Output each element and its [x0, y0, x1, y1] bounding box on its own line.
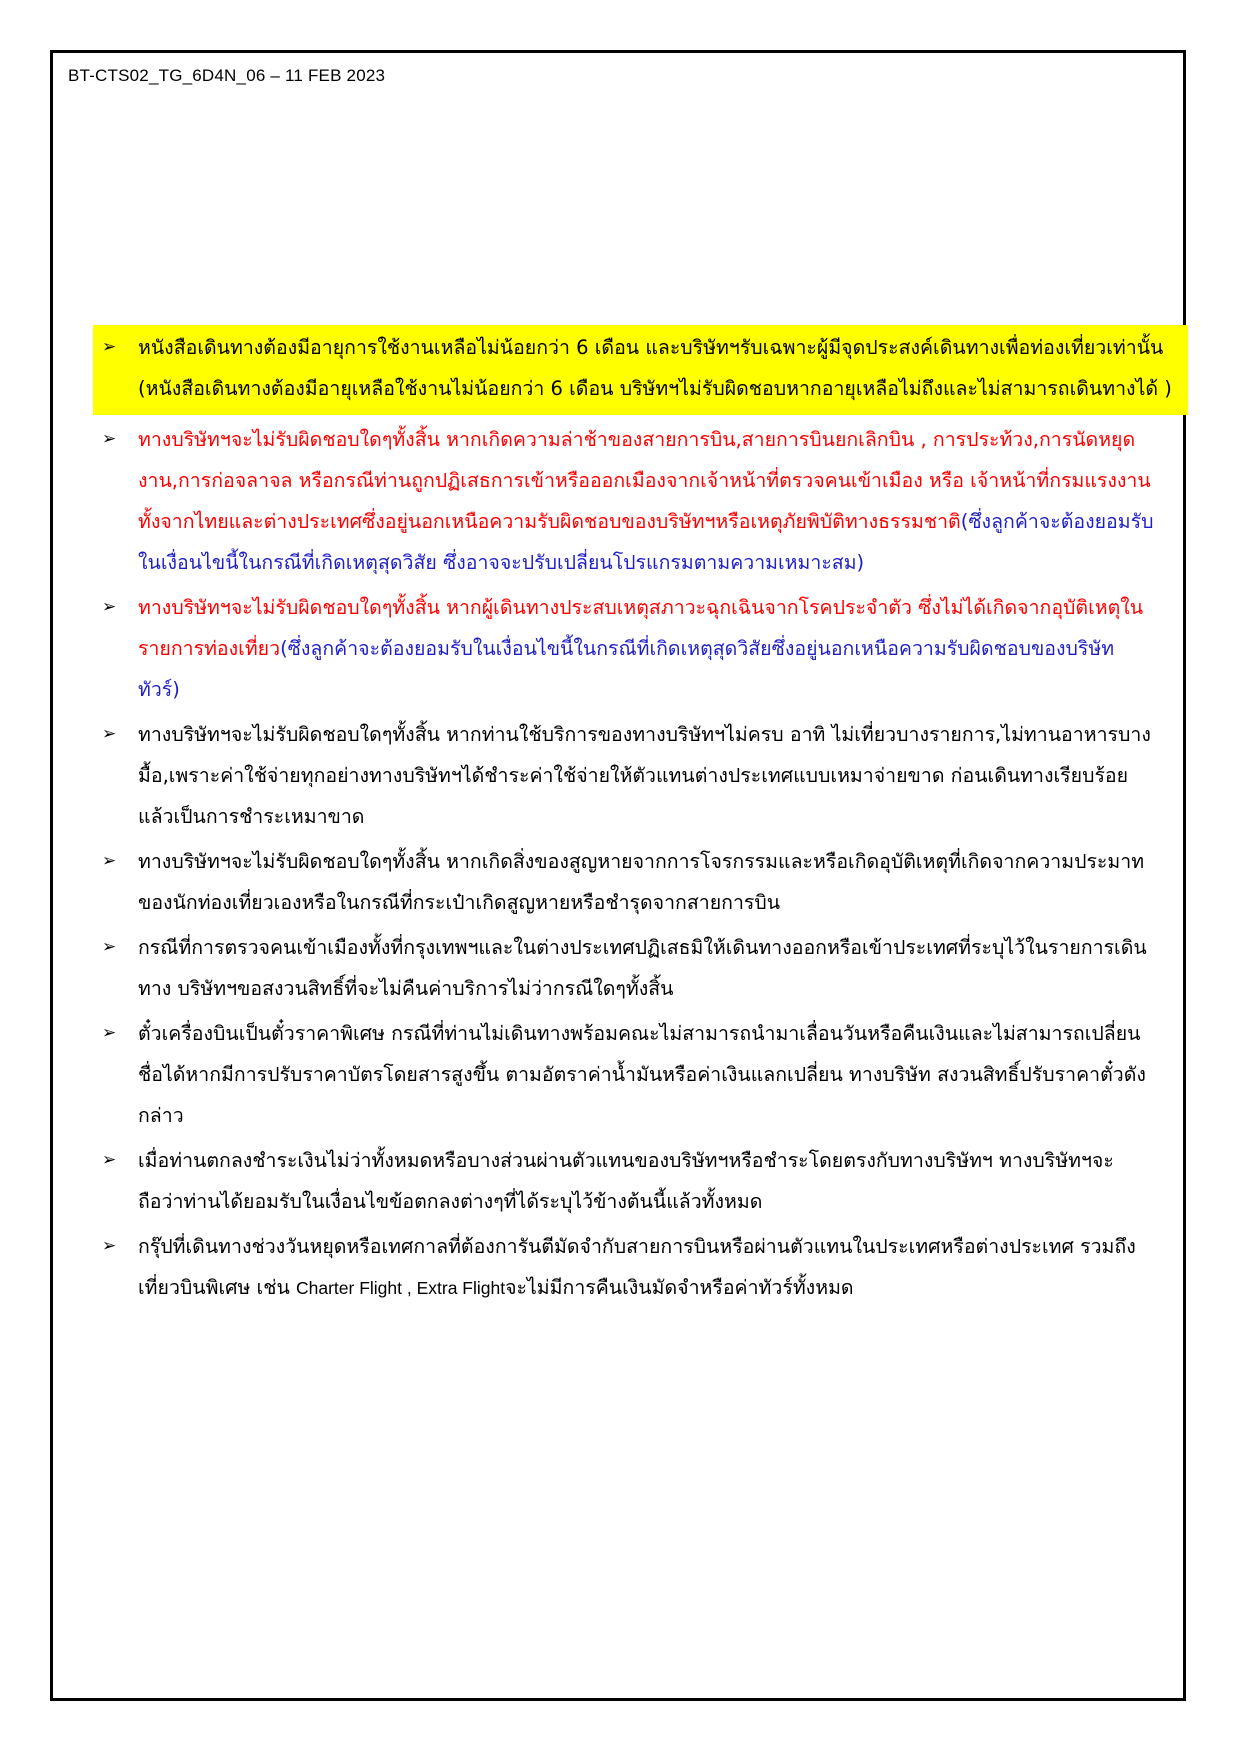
arrowhead-bullet-icon: ➢: [102, 1236, 117, 1256]
document-id: BT-CTS02_TG_6D4N_06 – 11 FEB 2023: [68, 66, 386, 85]
term-text: หนังสือเดินทางต้องมีอายุการใช้งานเหลือไม่น้อยกว่า 6 เดือน และบริษัทฯรับเฉพาะผู้มีจุดประสงค์เดินทางเพื่อท่องเที่ยวเท่านั้น (หนังสือเดินทางต้องมีอายุเหลือใช้งานไม่น้อยกว่า 6 เดือน บริษัทฯไม่รับผิดชอบหากอายุเหลือไม่ถึงและไม่สามารถเดินทางได้ ): [138, 336, 1172, 400]
arrowhead-bullet-icon: ➢: [102, 851, 117, 871]
term-text-red: ทางบริษัทฯจะไม่รับผิดชอบใดๆทั้งสิ้น หากเกิดความล่าช้าของสายการบิน,สายการบินยกเลิกบิน , การประท้วง,การนัดหยุดงาน,การก่อจลาจล หรือกรณีท่านถูกปฏิเสธการเข้าหรือออกเมืองจากเจ้าหน้าที่ตรวจคนเข้าเมือง หรือ เจ้าหน้าที่กรมแรงงานทั้งจากไทยและต่างประเทศซึ่งอยู่นอกเหนือความรับผิดชอบของบริษัทฯหรือเหตุภัยพิบัติทางธรรมชาติ: [138, 428, 1151, 533]
arrowhead-bullet-icon: ➢: [102, 337, 117, 357]
term-text: ตั๋วเครื่องบินเป็นตั๋วราคาพิเศษ กรณีที่ท่านไม่เดินทางพร้อมคณะไม่สามารถนำมาเลื่อนวันหรือคืนเงินและไม่สามารถเปลี่ยนชื่อได้หากมีการปรับราคาบัตรโดยสารสูงขึ้น ตามอัตราค่าน้ำมันหรือค่าเงินแลกเปลี่ยน ทางบริษัท สงวนสิทธิ์ปรับราคาตั๋วดังกล่าว: [138, 1022, 1146, 1127]
term-text: กรณีที่การตรวจคนเข้าเมืองทั้งที่กรุงเทพฯและในต่างประเทศปฏิเสธมิให้เดินทางออกหรือเข้าประเทศที่ระบุไว้ในรายการเดินทาง บริษัทฯขอสงวนสิทธิ์ที่จะไม่คืนค่าบริการไม่ว่ากรณีใดๆทั้งสิ้น: [138, 936, 1147, 1000]
term-text: กรุ๊ปที่เดินทางช่วงวันหยุดหรือเทศกาลที่ต้องการันตีมัดจำกับสายการบินหรือผ่านตัวแทนในประเทศหรือต่างประเทศ รวมถึงเที่ยวบินพิเศษ เช่น: [138, 1235, 1136, 1299]
term-special-airfare: [96, 1013, 1154, 1136]
term-unused-services: [96, 714, 1154, 837]
term-airline-delay: [96, 419, 1154, 583]
term-text-blue: (ซึ่งลูกค้าจะต้องยอมรับในเงื่อนไขนี้ในกรณีที่เกิดเหตุสุดวิสัย ซึ่งอาจจะปรับเปลี่ยนโปรแกรมตามความเหมาะสม): [138, 510, 1154, 574]
term-immigration-denial: [96, 927, 1154, 1009]
arrowhead-bullet-icon: ➢: [102, 937, 117, 957]
term-text: ทางบริษัทฯจะไม่รับผิดชอบใดๆทั้งสิ้น หากเกิดสิ่งของสูญหายจากการโจรกรรมและหรือเกิดอุบัติเหตุที่เกิดจากความประมาทของนักท่องเที่ยวเองหรือในกรณีที่กระเป๋าเกิดสูญหายหรือชำรุดจากสายการบิน: [138, 850, 1145, 914]
term-holiday-deposit: [96, 1226, 1154, 1309]
arrowhead-bullet-icon: ➢: [102, 597, 117, 617]
term-text-flight-types: Charter Flight , Extra Flight: [295, 1278, 506, 1298]
term-lost-belongings: [96, 841, 1154, 923]
arrowhead-bullet-icon: ➢: [102, 429, 117, 449]
term-text-blue: (ซึ่งลูกค้าจะต้องยอมรับในเงื่อนไขนี้ในกรณีที่เกิดเหตุสุดวิสัยซึ่งอยู่นอกเหนือความรับผิดชอบของบริษัททัวร์): [138, 637, 1115, 701]
term-text-red: ทางบริษัทฯจะไม่รับผิดชอบใดๆทั้งสิ้น หากผู้เดินทางประสบเหตุสภาวะฉุกเฉินจากโรคประจำตัว ซึ่งไม่ได้เกิดจากอุบัติเหตุในรายการท่องเที่ยว: [138, 596, 1144, 660]
arrowhead-bullet-icon: ➢: [102, 724, 117, 744]
term-text: ทางบริษัทฯจะไม่รับผิดชอบใดๆทั้งสิ้น หากท่านใช้บริการของทางบริษัทฯไม่ครบ อาทิ ไม่เที่ยวบางรายการ,ไม่ทานอาหารบางมื้อ,เพราะค่าใช้จ่ายทุกอย่างทางบริษัทฯได้ชำระค่าใช้จ่ายให้ตัวแทนต่างประเทศแบบเหมาจ่ายขาด ก่อนเดินทางเรียบร้อยแล้วเป็นการชำระเหมาขาด: [138, 723, 1151, 828]
term-payment-acceptance: [96, 1140, 1154, 1222]
term-text: เมื่อท่านตกลงชำระเงินไม่ว่าทั้งหมดหรือบางส่วนผ่านตัวแทนของบริษัทฯหรือชำระโดยตรงกับทางบริษัทฯ ทางบริษัทฯจะถือว่าท่านได้ยอมรับในเงื่อนไขข้อตกลงต่างๆที่ได้ระบุไว้ข้างต้นนี้แล้วทั้งหมด: [138, 1149, 1114, 1213]
arrowhead-bullet-icon: ➢: [102, 1150, 117, 1170]
term-text: จะไม่มีการคืนเงินมัดจำหรือค่าทัวร์ทั้งหมด: [505, 1276, 854, 1299]
term-medical-emergency: [96, 587, 1154, 710]
arrowhead-bullet-icon: ➢: [102, 1023, 117, 1043]
terms-list: [96, 325, 1172, 1313]
term-passport-validity: [93, 325, 1188, 415]
